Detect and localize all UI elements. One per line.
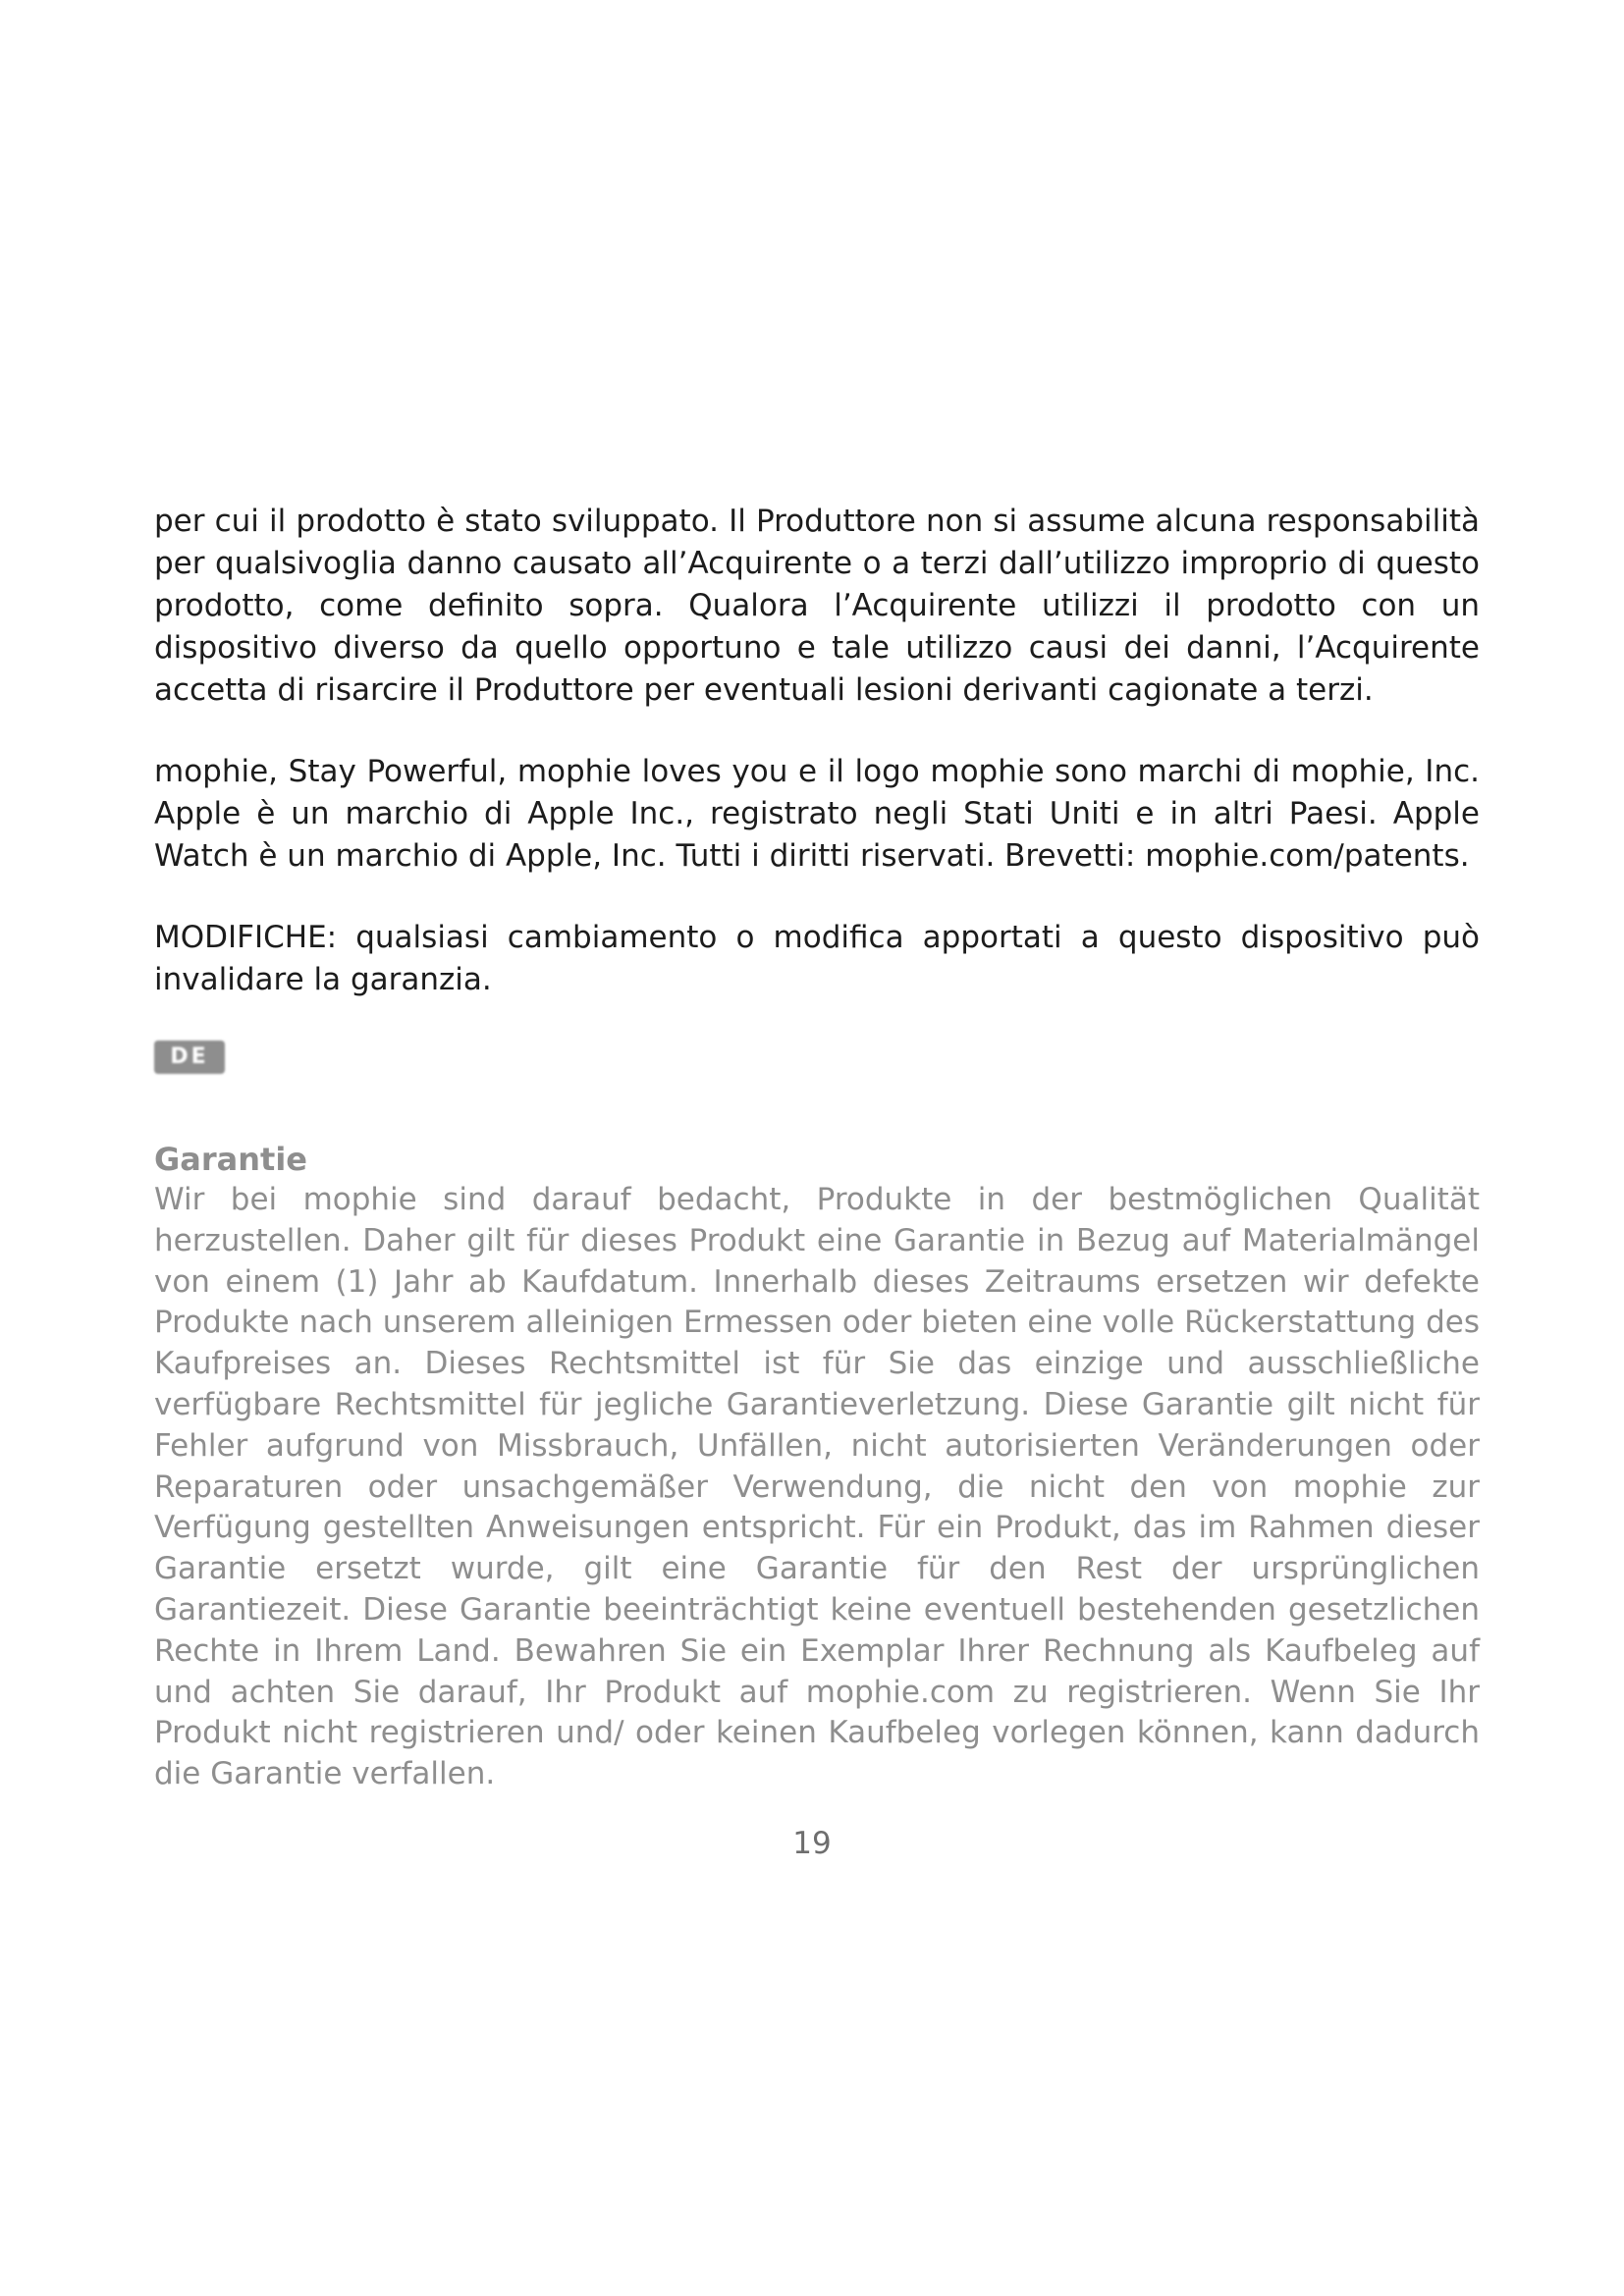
italian-liability-paragraph: per cui il prodotto è stato sviluppato. Il Produttore non si assume alcuna responsabilità per qualsivoglia danno causato all’Acquirente o a terzi dall’utilizzo improprio di questo prodotto, come definito sopra. Qualora l’Acquirente utilizzi il prodotto con un dispositivo diverso da quello opportuno e tale utilizzo causi dei danni, l’Acquirente accetta di risarcire il Produttore per eventuali lesioni derivanti cagionate a terzi. — [154, 504, 1480, 708]
language-badge-de: DE — [154, 1041, 225, 1074]
page-number: 19 — [792, 1826, 832, 1861]
german-warranty-paragraph: Wir bei mophie sind darauf bedacht, Produkte in der bestmöglichen Qualität herzustellen. Daher gilt für dieses Produkt eine Garantie in Bezug auf Materialmängel von einem (1) Jahr ab Kaufdatum. Innerhalb dieses Zeitraums ersetzen wir defekte Produkte nach unserem alleinigen Ermessen oder bieten eine volle Rückerstattung des Kaufpreises an. Dieses Rechtsmittel ist für Sie das einzige und ausschließliche verfügbare Rechtsmittel für jegliche Garantieverletzung. Diese Garantie gilt nicht für Fehler aufgrund von Missbrauch, Unfällen, nicht autorisierten Veränderungen oder Reparaturen oder unsachgemäßer Verwendung, die nicht den von mophie zur Verfügung gestellten Anweisungen entspricht. Für ein Produkt, das im Rahmen dieser Garantie ersetzt wurde, gilt eine Garantie für den Rest der ursprünglichen Garantiezeit. Diese Garantie beeinträchtigt keine eventuell bestehenden gesetzlichen Rechte in Ihrem Land. Bewahren Sie ein Exemplar Ihrer Rechnung als Kaufbeleg auf und achten Sie darauf, Ihr Produkt auf mophie.com zu registrieren. Wenn Sie Ihr Produkt nicht registrieren und/ oder keinen Kaufbeleg vorlegen können, kann dadurch die Garantie verfallen. — [154, 1182, 1480, 1792]
italian-trademark-paragraph: mophie, Stay Powerful, mophie loves you e il logo mophie sono marchi di mophie, Inc. Apple è un marchio di Apple Inc., registrato negli Stati Uniti e in altri Paesi. Apple Watch è un marchio di Apple, Inc. Tutti i diritti riservati. Brevetti: mophie.com/patents. — [154, 754, 1480, 874]
italian-modifications-paragraph: MODIFICHE: qualsiasi cambiamento o modifica apportati a questo dispositivo può invalidare la garanzia. — [154, 920, 1480, 997]
page-content — [154, 501, 1480, 1795]
german-section-title: Garantie — [154, 1141, 307, 1178]
language-badge-container — [154, 1041, 1480, 1074]
